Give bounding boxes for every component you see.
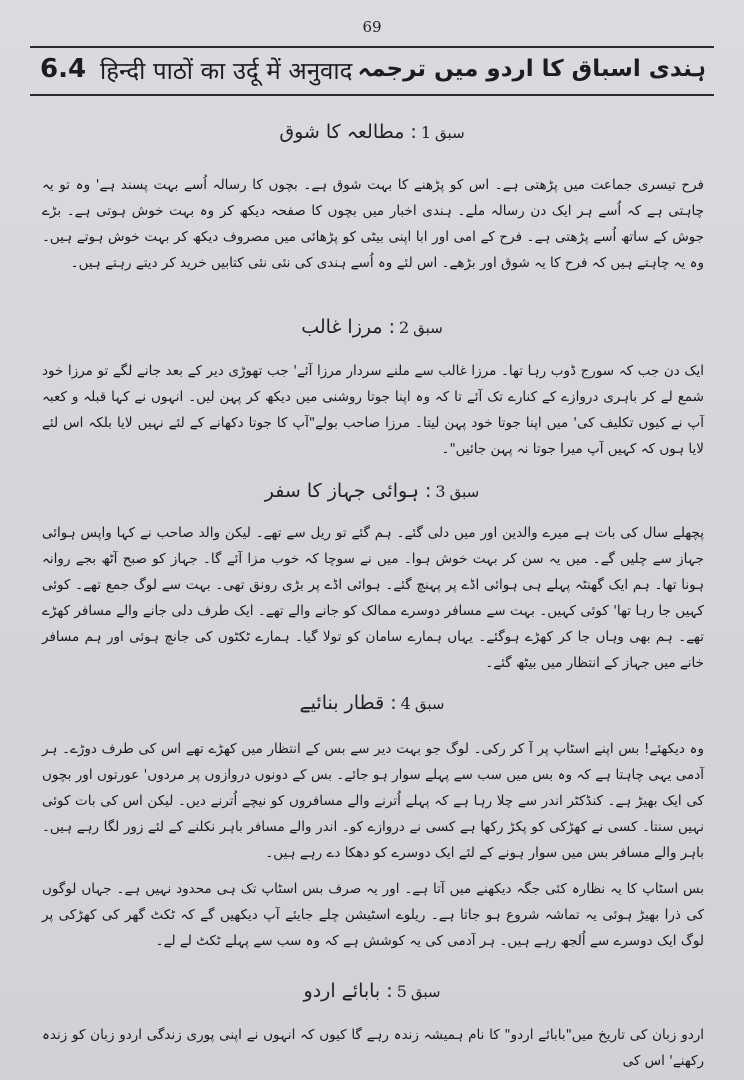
lesson-label: سبق <box>449 483 480 501</box>
lesson-number: 1 <box>420 123 432 142</box>
lesson-heading-1: سبق1: مطالعہ کا شوق <box>279 121 465 143</box>
lesson-heading-5: سبق5: بابائے اردو <box>303 980 441 1002</box>
urdu-section-title: ہندی اسباق کا اردو میں ترجمہ <box>357 56 706 82</box>
lesson-label: سبق <box>435 124 465 142</box>
hindi-section-title: हिन्दी पाठों का उर्दू में अनुवाद <box>100 57 353 85</box>
section-header <box>30 46 714 96</box>
lesson-heading-2: سبق2: مرزا غالب <box>301 316 443 338</box>
lesson-title: قطار بنائیے <box>299 692 385 714</box>
lesson-5-paragraph: اردو زبان کی تاریخ میں"بابائے اردو" کا نام ہمیشہ زندہ رہے گا کیوں کہ انہوں نے اپنی پوری زندگی اردو زبان کو زندہ رکھنے' اس کی <box>42 1027 704 1069</box>
page-number: 69 <box>362 18 382 36</box>
lesson-4-paragraph-2: بس اسٹاپ کا یہ نظارہ کئی جگہ دیکھنے میں آتا ہے۔ اور یہ صرف بس اسٹاپ تک ہی محدود نہیں ہے۔ جہاں لوگوں کی ذرا بھیڑ ہوئی یہ تماشہ شروع ہو جاتا ہے۔ ریلوے اسٹیشن چلے جایئے آپ دیکھیں گے کہ ٹکٹ گھر کی کھڑکی پر لوگ ایک دوسرے سے اُلجھ رہے ہیں۔ ہر آدمی کی یہ کوشش ہے کہ وہ سب سے پہلے ٹکٹ لے لے۔ <box>42 881 704 949</box>
lesson-number: 2 <box>398 318 410 337</box>
lesson-label: سبق <box>414 695 445 713</box>
lesson-title: مرزا غالب <box>301 316 383 338</box>
lesson-label: سبق <box>410 983 441 1001</box>
lesson-label: سبق <box>413 319 443 337</box>
lesson-title: ہوائی جہاز کا سفر <box>264 480 419 502</box>
lesson-4-paragraph-1: وہ دیکھئے! بس اپنے اسٹاپ پر آ کر رکی۔ لوگ جو بہت دیر سے بس کے انتظار میں کھڑے تھے اس کی طرف دوڑے۔ ہر آدمی یہی چاہتا ہے کہ وہ بس میں سب سے پہلے سوار ہو جائے۔ بس کے دونوں دروازوں پر مردوں' عورتوں اور بچوں کی ایک بھیڑ ہے۔ کنڈکٹر اندر سے چلا رہا ہے کہ پہلے اُترنے والے مسافروں کو نیچے اُترنے دیں۔ لیکن اس کی بات کوئی نہیں سنتا۔ کسی نے کھڑکی کو پکڑ رکھا ہے کسی نے دروازے کو۔ اندر والے مسافر باہر نکلنے کے لئے زور لگا رہے ہیں۔ باہر والے مسافر بس میں سوار ہونے کے لئے ایک دوسرے کو دھکا دے رہے ہیں۔ <box>42 741 704 861</box>
lesson-heading-3: سبق3: ہوائی جہاز کا سفر <box>264 480 480 502</box>
lesson-heading-4: سبق4: قطار بنائیے <box>299 692 445 714</box>
lesson-2-paragraph: ایک دن جب کہ سورج ڈوب رہا تھا۔ مرزا غالب سے ملنے سردار مرزا آئے' جب تھوڑی دیر کے بعد جانے لگے تو مرزا خود شمع لے کر باہری دروازے کے کنارے تک آئے تا کہ وہ اپنا جوتا روشنی میں دیکھ کر پہن لیں۔ انہوں نے کہا قبلہ و کعبہ آپ نے کیوں تکلیف کی' میں اپنا جوتا خود پہن لیتا۔ مرزا صاحب بولے"آپ کا جوتا دکھانے کے لئے نہیں لایا بلکہ اس لئے لایا ہوں کہ کہیں آپ میرا جوتا نہ پہن جائیں"۔ <box>42 363 704 457</box>
lesson-number: 3 <box>435 482 446 501</box>
lesson-number: 5 <box>396 982 407 1001</box>
lesson-number: 4 <box>400 694 411 713</box>
lesson-3-paragraph: پچھلے سال کی بات ہے میرے والدین اور میں دلی گئے۔ ہم گئے تو ریل سے تھے۔ لیکن والد صاحب نے کہا واپس ہوائی جہاز سے چلیں گے۔ میں یہ سن کر بہت خوش ہوا۔ میں نے سوچا کہ خوب مزا آئے گا۔ جہاز کو صبح آٹھ بجے روانہ ہونا تھا۔ ہم ایک گھنٹہ پہلے ہی ہوائی اڈے پر پہنچ گئے۔ ہوائی اڈے پر بڑی رونق تھی۔ بہت سے لوگ جمع تھے۔ کوئی کہیں جا رہا تھا' کوئی کہیں۔ بہت سے مسافر دوسرے ممالک کو جانے والے تھے۔ ایک طرف دلی جانے والے مسافر کھڑے تھے۔ ہم بھی وہاں جا کر کھڑے ہوگئے۔ یہاں ہمارے سامان کو تولا گیا۔ ہمارے ٹکٹوں کی جانچ ہوئی اور ہم مسافر خانے میں جہاز کے انتظار میں بیٹھ گئے۔ <box>42 525 704 671</box>
section-number: 6.4 <box>40 54 87 84</box>
lesson-title: مطالعہ کا شوق <box>279 121 405 143</box>
lesson-1-paragraph: فرح تیسری جماعت میں پڑھتی ہے۔ اس کو پڑھنے کا بہت شوق ہے۔ بچوں کا رسالہ اُسے بہت پسند ہے' وہ تو یہ چاہتی ہے کہ اُسے ہر ایک دن رسالہ ملے۔ ہندی اخبار میں بچوں کا صفحہ دیکھ کر وہ بہت خوش ہوتی ہے۔ بڑے جوش کے ساتھ اُسے پڑھتی ہے۔ فرح کے امی اور ابا اپنی بیٹی کو پڑھائی میں مصروف دیکھ کر بہت خوش ہوتے ہیں۔ وہ یہ چاہتے ہیں کہ فرح کا یہ شوق اور بڑھے۔ اس لئے وہ اُسے ہندی کی نئی نئی کتابیں خرید کر دیتے رہتے ہیں۔ <box>42 177 704 271</box>
lesson-title: بابائے اردو <box>303 980 381 1002</box>
